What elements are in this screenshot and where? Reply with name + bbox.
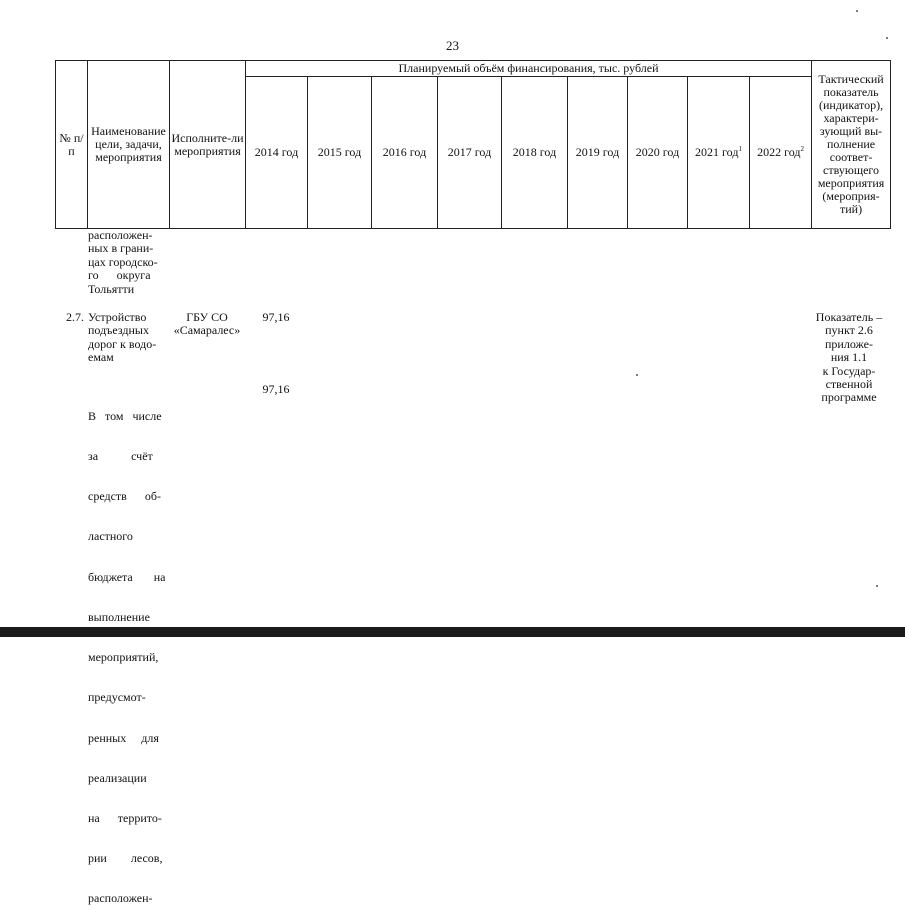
row-2-7-name <box>88 311 168 365</box>
text-line: емам <box>88 350 114 365</box>
header-name: Наименование цели, задачи, мероприятия <box>88 61 170 229</box>
header-year-2018: 2018 год <box>502 77 568 229</box>
funding-table-header <box>55 60 891 229</box>
including-row-value-2014: 97,16 <box>262 382 290 396</box>
footnote-1: 1 <box>738 145 742 153</box>
text-line: ренных для <box>88 730 159 745</box>
text-line: го округа <box>88 268 151 283</box>
header-year-2014: 2014 год <box>246 77 308 229</box>
footnote-2: 2 <box>800 145 804 153</box>
header-year-2016: 2016 год <box>372 77 438 229</box>
text-line: выполнение <box>88 609 150 624</box>
text-line: подъездных <box>88 323 149 338</box>
header-funding-group: Планируемый объём финансирования, тыс. рублей <box>246 61 812 77</box>
row-2-7-value-2014: 97,16 <box>262 310 290 324</box>
text-line: расположен- <box>88 228 153 242</box>
text-line: Показатель – <box>815 310 883 324</box>
text-line: ственной <box>825 377 873 392</box>
header-year-2022: 2022 год$^2$ <box>750 77 812 229</box>
page-number: 23 <box>446 38 459 53</box>
text-line: ных в грани- <box>88 241 154 256</box>
text-line: мероприятий, <box>88 650 159 665</box>
text-line: цах городско- <box>88 254 158 269</box>
text-line: предусмот- <box>88 690 146 705</box>
text-line: ния 1.1 <box>830 350 868 365</box>
header-year-2015: 2015 год <box>308 77 372 229</box>
text-line: средств об- <box>88 489 161 504</box>
text-line: бюджета на <box>88 569 166 584</box>
header-num: № п/п <box>56 61 88 229</box>
scan-speck <box>886 37 888 39</box>
header-executor: Исполните-ли мероприятия <box>170 61 246 229</box>
text-line: В том числе <box>88 408 162 423</box>
row-2-7-executor <box>170 311 244 338</box>
header-year-2021: 2021 год$^1$ <box>688 77 750 229</box>
text-line: реализации <box>88 770 147 785</box>
text-line: расположен- <box>88 891 153 906</box>
header-year-2019: 2019 год <box>568 77 628 229</box>
text-line: рии лесов, <box>88 851 163 866</box>
text-line: пункт 2.6 <box>825 323 873 338</box>
scan-speck <box>636 374 638 376</box>
header-year-2017: 2017 год <box>438 77 502 229</box>
continuation-text <box>88 229 168 296</box>
text-line: приложе- <box>825 336 873 351</box>
scan-speck <box>856 10 858 12</box>
including-row-name <box>88 383 168 919</box>
text-line: «Самаралес» <box>173 323 241 338</box>
text-line: к Государ- <box>822 363 876 378</box>
text-line: дорог к водо- <box>88 336 157 351</box>
header-indicator: Тактический показатель (индикатор), характери-зующий вы-полнение соответ-ствующего мероприятия (мероприя-тий) <box>812 61 891 229</box>
text-line: ластного <box>88 529 133 544</box>
scan-speck <box>876 585 878 587</box>
row-2-7-indicator <box>808 311 890 405</box>
text-line: программе <box>821 390 877 405</box>
text-line: на террито- <box>88 811 162 825</box>
scan-edge-bar <box>0 627 905 637</box>
row-number: 2.7. <box>66 310 84 324</box>
header-year-2020: 2020 год <box>628 77 688 229</box>
text-line: ГБУ СО <box>186 310 228 324</box>
text-line: за счёт <box>88 449 153 464</box>
text-line: Тольятти <box>88 281 135 296</box>
text-line: Устройство <box>88 310 147 324</box>
